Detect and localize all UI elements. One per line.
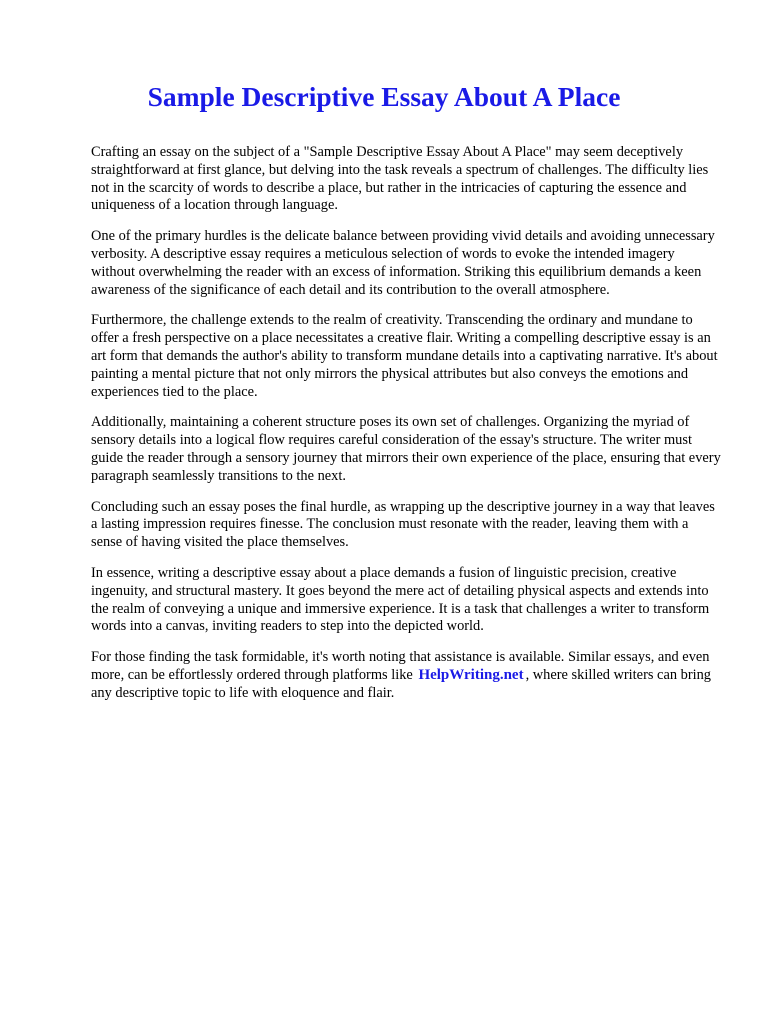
- paragraph-6: In essence, writing a descriptive essay about a place demands a fusion of linguistic precision, creative ingenuity, and structural mastery. It goes beyond the mere act of detailing physical aspects and extends into the realm of conveying a unique and immersive experience. It is a task that challenges a writer to transform words into a canvas, inviting readers to step into the depicted world.: [91, 564, 710, 635]
- paragraph-7: [91, 649, 721, 702]
- paragraph-5: Concluding such an essay poses the final hurdle, as wrapping up the descriptive journey in a way that leaves a lasting impression requires finesse. The conclusion must resonate with the reader, leaving them with a sense of having visited the place themselves.: [91, 498, 715, 551]
- paragraph-3: Furthermore, the challenge extends to the realm of creativity. Transcending the ordinary and mundane to offer a fresh perspective on a place necessitates a creative flair. Writing a compelling descriptive essay is an art form that demands the author's ability to transform mundane details into a captivating narrative. It's about painting a mental picture that not only mirrors the physical attributes but also conveys the emotions and experiences tied to the place.: [91, 312, 718, 400]
- paragraph-7-before-link: For those finding the task formidable, it's worth noting that assistance is available. Similar essays, and even more, can be effortlessly ordered through platforms like: [91, 649, 710, 683]
- helpwriting-link[interactable]: HelpWriting.net: [418, 666, 524, 683]
- paragraph-2: One of the primary hurdles is the delicate balance between providing vivid details and avoiding unnecessary verbosity. A descriptive essay requires a meticulous selection of words to evoke the intended imagery without overwhelming the reader with an excess of information. Striking this equilibrium demands a keen awareness of the significance of each detail and its contribution to the overall atmosphere.: [91, 228, 715, 298]
- essay-body: [91, 144, 721, 716]
- paragraph-7-after-link: , where skilled writers can bring any descriptive topic to life with eloquence and flair.: [91, 666, 711, 701]
- page-title: Sample Descriptive Essay About A Place: [147, 81, 621, 112]
- paragraph-1: Crafting an essay on the subject of a "Sample Descriptive Essay About A Place" may seem deceptively straightforward at first glance, but delving into the task reveals a spectrum of challenges. The difficulty lies not in the scarcity of words to describe a place, but rather in the intricacies of capturing the essence and uniqueness of a location through language.: [91, 144, 709, 214]
- paragraph-4: Additionally, maintaining a coherent structure poses its own set of challenges. Organizing the myriad of sensory details into a logical flow requires careful consideration of the essay's structure. The writer must guide the reader through a sensory journey that mirrors their own experience of the place, ensuring that every paragraph seamlessly transitions to the next.: [91, 414, 721, 484]
